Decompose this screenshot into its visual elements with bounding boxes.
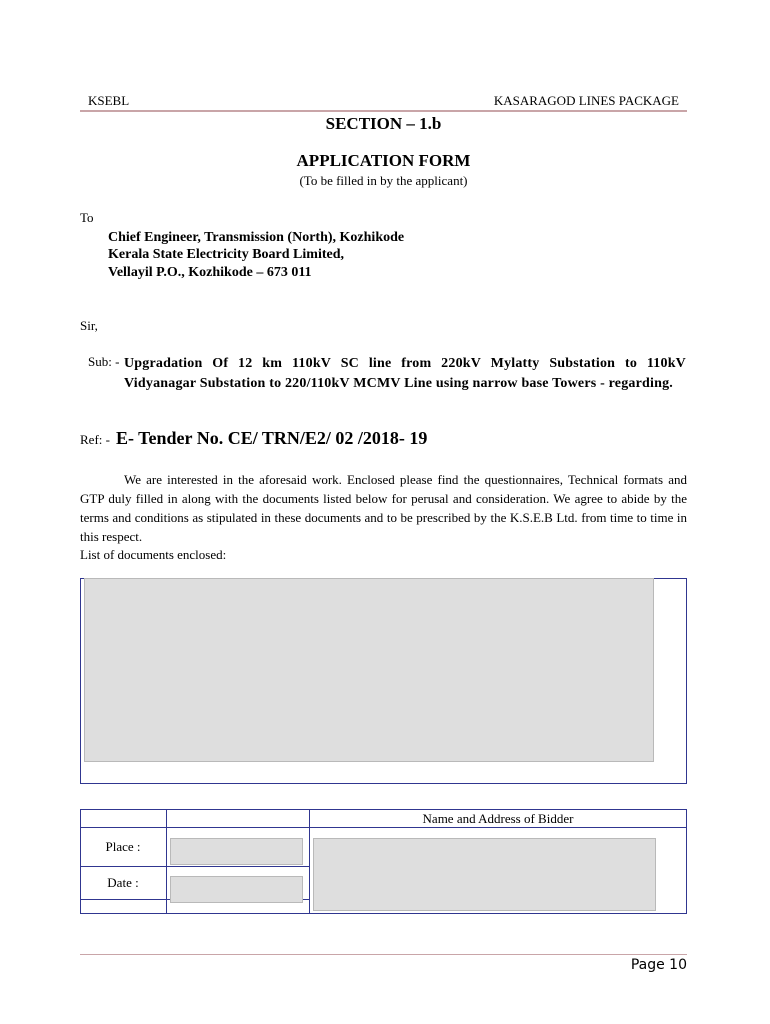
address-line-2: Kerala State Electricity Board Limited, bbox=[108, 247, 344, 262]
name-address-header: Name and Address of Bidder bbox=[422, 811, 574, 826]
place-label: Place : bbox=[105, 839, 141, 854]
date-input[interactable] bbox=[170, 876, 303, 903]
address-line-3: Vellayil P.O., Kozhikode – 673 011 bbox=[108, 265, 312, 280]
subject-label: Sub: - bbox=[88, 354, 120, 369]
section-title: SECTION – 1.b bbox=[325, 114, 442, 133]
page-number: Page 10 bbox=[630, 957, 687, 973]
documents-input[interactable] bbox=[84, 578, 654, 762]
body-paragraph-text: We are interested in the aforesaid work. Enclosed please find the questionnaires, Technical formats and GTP duly filled in along with the documents listed below for perusal and consideration. We agree to abide by the terms and conditions as stipulated in these documents and to be prescribed by the K.S.E.B Ltd. from time to time in this respect. bbox=[80, 472, 687, 544]
date-label: Date : bbox=[107, 875, 139, 890]
form-subtitle: (To be filled in by the applicant) bbox=[299, 173, 468, 188]
header-divider bbox=[80, 110, 687, 112]
documents-label: List of documents enclosed: bbox=[80, 547, 227, 562]
reference-label: Ref: - bbox=[80, 432, 110, 447]
reference-text: E- Tender No. CE/ TRN/E2/ 02 /2018- 19 bbox=[116, 428, 428, 448]
body-paragraph bbox=[80, 470, 687, 546]
form-title: APPLICATION FORM bbox=[296, 151, 471, 170]
header-right: KASARAGOD LINES PACKAGE bbox=[493, 93, 679, 108]
place-input[interactable] bbox=[170, 838, 303, 865]
bidder-table bbox=[80, 809, 687, 914]
subject-text: Upgradation Of 12 km 110kV SC line from 220kV Mylatty Substation to 110kV Vidyanagar Substation to 220/110kV MCMV Line using narrow base Towers - regarding. bbox=[124, 356, 686, 391]
header-left: KSEBL bbox=[88, 93, 130, 108]
salutation: Sir, bbox=[80, 318, 98, 333]
name-address-input[interactable] bbox=[313, 838, 656, 911]
address-line-1: Chief Engineer, Transmission (North), Kozhikode bbox=[108, 230, 405, 245]
to-label: To bbox=[80, 210, 94, 225]
footer-divider bbox=[80, 954, 687, 955]
